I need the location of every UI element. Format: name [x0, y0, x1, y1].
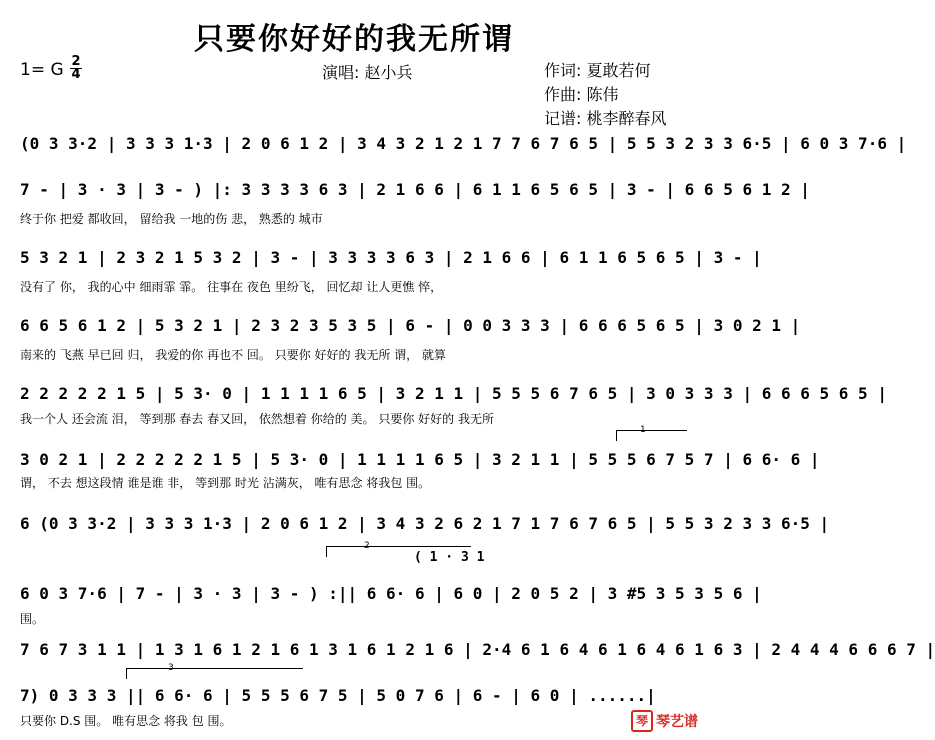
meter-bottom: 4 [71, 67, 81, 82]
notation-line: 7 - | 3 · 3 | 3 - ) |: 3 3 3 3 6 3 | 2 1 6 6 | 6 1 1 6 5 6 5 | 3 - | 6 6 5 6 1 2 | [20, 180, 810, 199]
notation-line: 6 0 3 7·6 | 7 - | 3 · 3 | 3 - ) :|| 6 6· 6 | 6 0 | 2 0 5 2 | 3 #5 3 5 3 5 6 | [20, 584, 762, 603]
logo-text: 琴艺谱 [656, 714, 698, 730]
singer-credit: 演唱: 赵小兵 [322, 63, 413, 82]
lyrics-line: 南来的 飞燕 早已回 归， 我爱的你 再也不 回。 只要你 好好的 我无所 谓， 就算 [20, 348, 446, 362]
song-title: 只要你好好的我无所谓 [194, 22, 514, 57]
meter-top: 2 [71, 54, 81, 69]
volta-bracket-3 [126, 668, 303, 679]
volta-number: 2 [364, 541, 370, 551]
time-signature [70, 56, 82, 81]
transcriber-credit: 记谱: 桃李醉春风 [544, 109, 667, 128]
notation-line: (0 3 3·2 | 3 3 3 1·3 | 2 0 6 1 2 | 3 4 3 2 1 2 1 7 7 6 7 6 5 | 5 5 3 2 3 3 6·5 | 6 0 3 7·6 | [20, 134, 907, 153]
notation-line: 7 6 7 3 1 1 | 1 3 1 6 1 2 1 6 1 3 1 6 1 2 1 6 | 2·4 6 1 6 4 6 1 6 4 6 1 6 3 | 2 4 4 4 6 6 6 7 | [20, 640, 935, 659]
credits [544, 59, 666, 131]
lyrics-line: 只要你 D.S 围。 唯有思念 将我 包 围。 [20, 714, 232, 728]
notation-line: 6 (0 3 3·2 | 3 3 3 1·3 | 2 0 6 1 2 | 3 4 3 2 6 2 1 7 1 7 6 7 6 5 | 5 5 3 2 3 3 6·5 | [20, 514, 830, 533]
logo-icon: 琴 [631, 710, 653, 732]
notation-line: 3 0 2 1 | 2 2 2 2 2 1 5 | 5 3· 0 | 1 1 1 1 6 5 | 3 2 1 1 | 5 5 5 6 7 5 7 | 6 6· 6 | [20, 450, 820, 469]
notation-line: 5 3 2 1 | 2 3 2 1 5 3 2 | 3 - | 3 3 3 3 6 3 | 2 1 6 6 | 6 1 1 6 5 6 5 | 3 - | [20, 248, 762, 267]
lyrics-line: 终于你 把爱 都收回， 留给我 一地的伤 悲， 熟悉的 城市 [20, 212, 323, 226]
second-ending-notes: ( 1 · 3 1 [414, 550, 485, 565]
notation-line: 2 2 2 2 2 1 5 | 5 3· 0 | 1 1 1 1 6 5 | 3 2 1 1 | 5 5 5 6 7 6 5 | 3 0 3 3 3 | 6 6 6 5 6 5 | [20, 384, 887, 403]
notation-line: 6 6 5 6 1 2 | 5 3 2 1 | 2 3 2 3 5 3 5 | 6 - | 0 0 3 3 3 | 6 6 6 5 6 5 | 3 0 2 1 | [20, 316, 801, 335]
composer-credit: 作曲: 陈伟 [544, 85, 619, 104]
notation-line: 7) 0 3 3 3 || 6 6· 6 | 5 5 5 6 7 5 | 5 0 7 6 | 6 - | 6 0 | ......| [20, 686, 656, 705]
volta-bracket-1 [616, 430, 687, 441]
lyrics-line: 谓， 不去 想这段情 谁是谁 非， 等到那 时光 沾满灰， 唯有思念 将我包 围。 [20, 476, 431, 490]
lyrics-line: 没有了 你， 我的心中 细雨霏 霏。 往事在 夜色 里纷飞， 回忆却 让人更憔 悴， [20, 280, 443, 294]
volta-number: 3 [168, 663, 174, 673]
lyrics-line: 围。 [20, 612, 45, 626]
lyrics-line: 我一个人 还会流 泪， 等到那 春去 春又回， 依然想着 你给的 美。 只要你 好好的 我无所 [20, 412, 494, 426]
volta-number: 1 [640, 425, 646, 435]
key-signature: 1= G [20, 60, 64, 80]
site-logo [631, 710, 698, 732]
lyricist-credit: 作词: 夏敢若何 [544, 61, 651, 80]
